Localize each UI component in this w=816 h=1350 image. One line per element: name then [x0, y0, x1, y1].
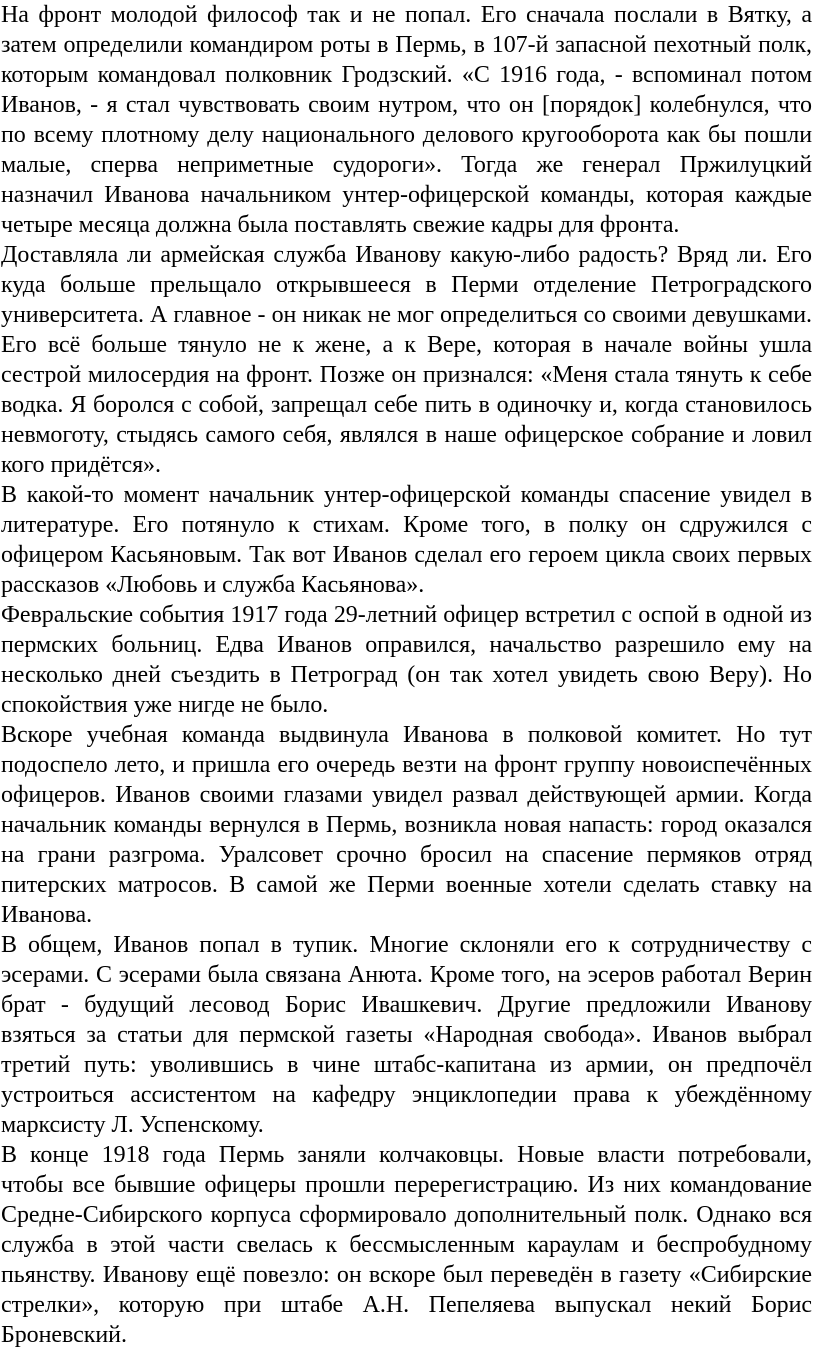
paragraph-6: В общем, Иванов попал в тупик. Многие склоняли его к сотрудничеству с эсерами. С эсерами была связана Анюта. Кроме того, на эсеров работал Верин брат - будущий лесовод Борис Ивашкевич. Другие предложили Иванову взяться за статьи для пермской газеты «Народная свобода». Иванов выбрал третий путь: уволившись в чине штабс-капитана из армии, он предпочёл устроиться ассистентом на кафедру энциклопедии права к убеждённому марксисту Л. Успенскому. [1, 932, 812, 1138]
paragraph-4: Февральские события 1917 года 29-летний офицер встретил с оспой в одной из пермских больниц. Едва Иванов оправился, начальство разрешило ему на несколько дней съездить в Петроград (он так хотел увидеть свою Веру). Но спокойствия уже нигде не было. [1, 602, 812, 718]
paragraph-7: В конце 1918 года Пермь заняли колчаковцы. Новые власти потребовали, чтобы все бывшие офицеры прошли перерегистрацию. Из них командование Средне-Сибирского корпуса сформировало дополнительный полк. Однако вся служба в этой части свелась к бессмысленным караулам и беспробудному пьянству. Иванову ещё повезло: он вскоре был переведён в газету «Сибирские стрелки», которую при штабе А.Н. Пепеляева выпускал некий Борис Броневский. [1, 1142, 812, 1348]
paragraph-3: В какой-то момент начальник унтер-офицерской команды спасение увидел в литературе. Его потянуло к стихам. Кроме того, в полку он сдружился с офицером Касьяновым. Так вот Иванов сделал его героем цикла своих первых рассказов «Любовь и служба Касьянова». [1, 482, 812, 598]
paragraph-5: Вскоре учебная команда выдвинула Иванова в полковой комитет. Но тут подоспело лето, и пришла его очередь везти на фронт группу новоиспечённых офицеров. Иванов своими глазами увидел развал действующей армии. Когда начальник команды вернулся в Пермь, возникла новая напасть: город оказался на грани разгрома. Уралсовет срочно бросил на спасение пермяков отряд питерских матросов. В самой же Перми военные хотели сделать ставку на Иванова. [1, 722, 812, 928]
paragraph-2: Доставляла ли армейская служба Иванову какую-либо радость? Вряд ли. Его куда больше прельщало открывшееся в Перми отделение Петроградского университета. А главное - он никак не мог определиться со своими девушками. Его всё больше тянуло не к жене, а к Вере, которая в начале войны ушла сестрой милосердия на фронт. Позже он признался: «Меня стала тянуть к себе водка. Я боролся с собой, запрещал себе пить в одиночку и, когда становилось невмоготу, стыдясь самого себя, являлся в наше офицерское собрание и ловил кого придётся». [1, 242, 812, 478]
paragraph-1: На фронт молодой философ так и не попал. Его сначала послали в Вятку, а затем определили командиром роты в Пермь, в 107-й запасной пехотный полк, которым командовал полковник Гродзский. «С 1916 года, - вспоминал потом Иванов, - я стал чувствовать своим нутром, что он [порядок] колебнулся, что по всему плотному делу национального делового кругооборота как бы пошли малые, сперва неприметные судороги». Тогда же генерал Пржилуцкий назначил Иванова начальником унтер-офицерской команды, которая каждые четыре месяца должна была поставлять свежие кадры для фронта. [1, 2, 812, 238]
